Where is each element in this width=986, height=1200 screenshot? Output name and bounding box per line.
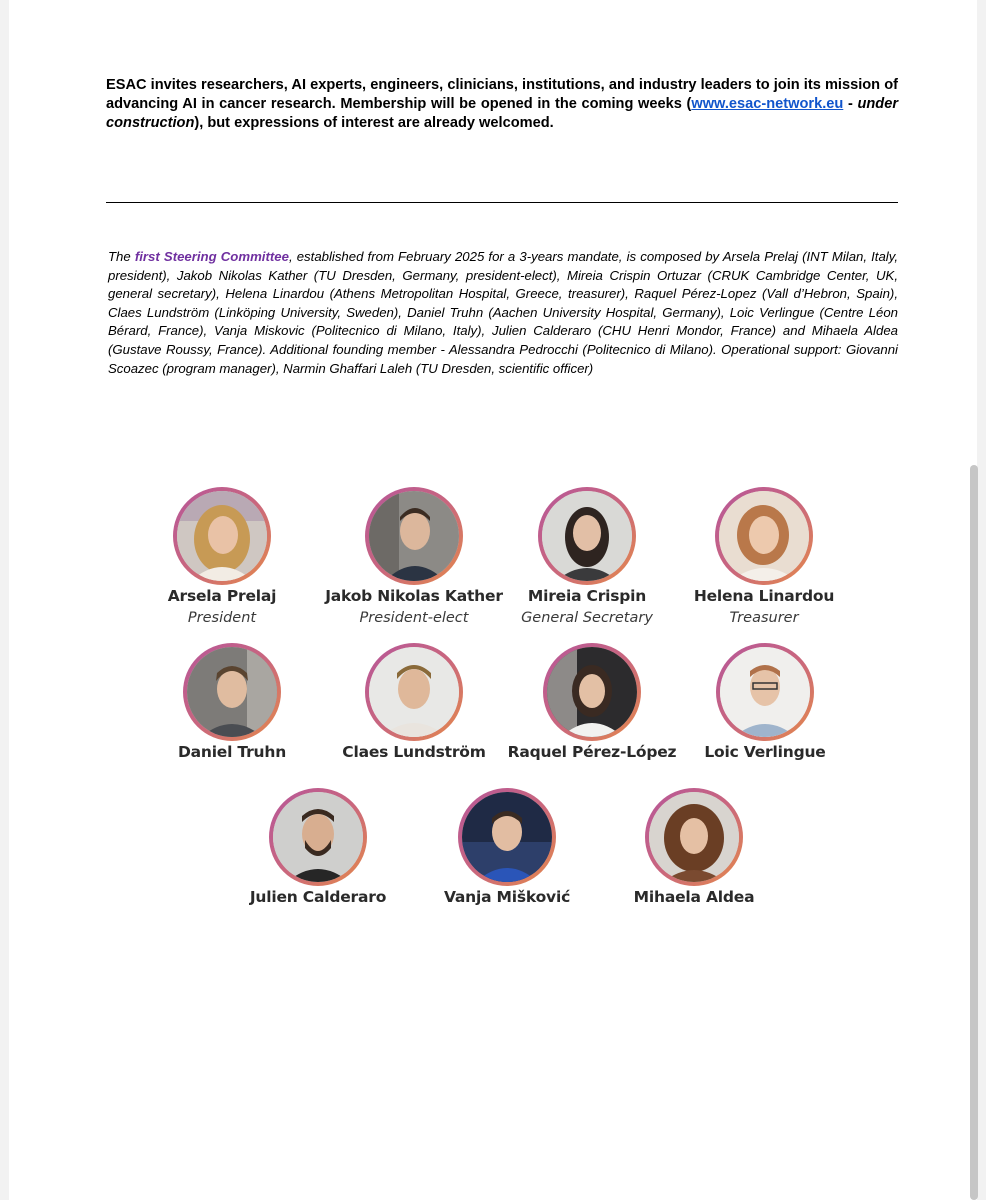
vertical-scrollbar[interactable]: [970, 465, 978, 1200]
member-name: Daniel Truhn: [177, 743, 287, 761]
member-card: [644, 487, 884, 626]
document-page: [9, 0, 977, 1200]
member-portrait: [183, 643, 281, 741]
member-name: Claes Lundström: [342, 743, 486, 761]
committee-body: , established from February 2025 for a 3-years mandate, is composed by Arsela Prelaj (INT Milan, Italy, president), Jakob Nikolas Kather (TU Dresden, Germany, president-elect), Mireia Crispin Ortuzar (CRUK Cambridge Center, UK, general secretary), Helena Linardou (Athens Metropolitan Hospital, Greece, treasurer), Raquel Pérez-Lopez (Vall d’Hebron, Spain), Claes Lundström (Linköping University, Sweden), Daniel Truhn (Aachen University Hospital, Germany), Loic Verlingue (Centre Léon Bérard, France), Vanja Miskovic (Politecnico di Milano, Italy), Julien Calderaro (CHU Henri Mondor, France) and Mihaela Aldea (Gustave Roussy, France). Additional founding member - Alessandra Pedrocchi (Politecnico di Milano). Operational support: Giovanni Scoazec (program manager), Narmin Ghaffari Laleh (TU Dresden, scientific officer): [108, 249, 899, 376]
member-portrait: [538, 487, 636, 585]
intro-italic: under construction: [106, 96, 898, 131]
member-portrait: [645, 788, 743, 886]
member-card: [645, 643, 885, 761]
intro-text-3: ), but expressions of interest are already welcomed.: [194, 115, 554, 131]
esac-website-link[interactable]: www.esac-network.eu: [691, 96, 844, 112]
section-divider: [106, 202, 898, 203]
member-name: Raquel Pérez-López: [507, 743, 677, 761]
member-portrait: [715, 487, 813, 585]
intro-text-2: -: [843, 96, 858, 112]
member-portrait: [269, 788, 367, 886]
member-portrait: [365, 487, 463, 585]
member-portrait: [173, 487, 271, 585]
member-name: Mihaela Aldea: [633, 888, 755, 906]
committee-prefix: The: [108, 249, 135, 264]
member-portrait: [543, 643, 641, 741]
committee-paragraph: [108, 248, 898, 378]
member-name: Helena Linardou: [693, 587, 835, 605]
member-name: Vanja Mišković: [443, 888, 571, 906]
member-role: President: [187, 610, 257, 626]
member-portrait: [365, 643, 463, 741]
intro-paragraph: [106, 76, 898, 133]
member-name: Loic Verlingue: [704, 743, 826, 761]
intro-text-1: ESAC invites researchers, AI experts, engineers, clinicians, institutions, and industry leaders to join its mission of advancing AI in cancer research. Membership will be opened in the coming weeks (: [106, 77, 898, 112]
member-card: [574, 788, 814, 906]
member-portrait: [458, 788, 556, 886]
member-role: President-elect: [359, 610, 469, 626]
member-role: Treasurer: [729, 610, 799, 626]
member-name: Julien Calderaro: [249, 888, 387, 906]
member-name: Mireia Crispin: [527, 587, 647, 605]
member-name: Jakob Nikolas Kather: [325, 587, 503, 605]
member-name: Arsela Prelaj: [167, 587, 277, 605]
member-role: General Secretary: [521, 610, 653, 626]
committee-highlight: first Steering Committee: [134, 249, 289, 264]
member-portrait: [716, 643, 814, 741]
